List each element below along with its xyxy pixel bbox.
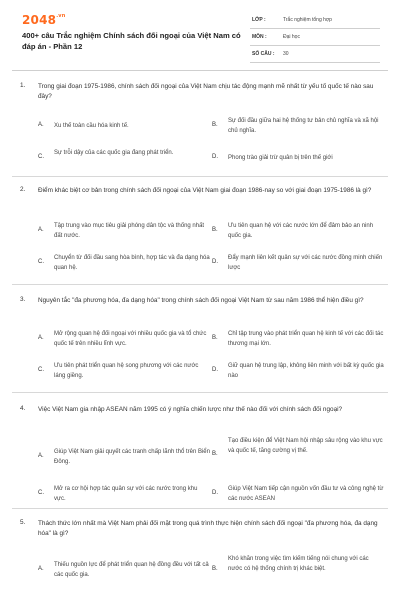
option-letter: B.: [212, 335, 218, 341]
question-number: 2.: [20, 186, 26, 193]
meta-label: MÔN :: [252, 34, 267, 40]
meta-value: 30: [283, 51, 289, 57]
question-divider: [12, 284, 388, 285]
question-text: Thách thức lớn nhất mà Việt Nam phải đối mặt trong quá trình thực hiện chính sách đối ngoại "đa phương hóa, đa dạng hóa" là gì?: [38, 520, 378, 537]
question-divider: [12, 392, 388, 393]
option-letter: D.: [212, 367, 218, 373]
option-text: Tập trung vào mục tiêu giải phóng dân tộc và thống nhất đất nước.: [54, 223, 205, 239]
meta-row-count: [250, 48, 380, 63]
logo-main: 2048: [22, 13, 57, 27]
option-letter: B.: [212, 451, 218, 457]
option-text: Mở ra cơ hội hợp tác quân sự với các nước trong khu vực.: [54, 486, 198, 502]
question-number: 1.: [20, 82, 26, 89]
meta-label: LỚP :: [252, 17, 266, 23]
logo-domain: .vn: [56, 13, 66, 19]
option-text: Giữ quan hệ trung lập, không liên minh với bất kỳ quốc gia nào: [228, 363, 384, 379]
site-logo[interactable]: [22, 13, 66, 27]
question-text: Nguyên tắc "đa phương hóa, đa dạng hóa" trong chính sách đối ngoại Việt Nam từ sau năm 1986 thể hiện điều gì?: [38, 297, 364, 304]
option-letter: A.: [38, 122, 44, 128]
option-text: Tạo điều kiện để Việt Nam hội nhập sâu rộng vào khu vực và quốc tế, tăng cường vị thế.: [228, 438, 383, 454]
option-letter: D.: [212, 490, 218, 496]
option-text: Khó khăn trong việc tìm kiếm tiếng nói chung với các nước có hệ thống chính trị khác biệt.: [228, 556, 369, 572]
option-text: Thiếu nguồn lực để phát triển quan hệ đồng đều với tất cả các quốc gia.: [54, 562, 209, 578]
option-letter: C.: [38, 367, 44, 373]
option-letter: A.: [38, 335, 44, 341]
question-divider: [12, 508, 388, 509]
option-text: Giúp Việt Nam giải quyết các tranh chấp lãnh thổ trên Biển Đông.: [54, 449, 210, 465]
option-letter: A.: [38, 566, 44, 572]
meta-row-subject: [250, 31, 380, 46]
option-letter: C.: [38, 154, 44, 160]
option-letter: A.: [38, 453, 44, 459]
meta-value: Trắc nghiệm tổng hợp: [283, 17, 332, 23]
option-letter: B.: [212, 227, 218, 233]
question-number: 5.: [20, 519, 26, 526]
header-divider: [12, 70, 388, 71]
option-text: Ưu tiên phát triển quan hệ song phương với các nước láng giềng.: [54, 363, 199, 379]
question-number: 4.: [20, 405, 26, 412]
option-text: Chỉ tập trung vào phát triển quan hệ kinh tế với các đối tác thương mại lớn.: [228, 331, 384, 347]
option-letter: D.: [212, 259, 218, 265]
meta-value: Đại học: [283, 34, 300, 40]
document-meta: [250, 14, 380, 65]
option-text: Xu thế toàn cầu hóa kinh tế.: [54, 123, 129, 129]
option-letter: C.: [38, 259, 44, 265]
option-text: Sự đối đầu giữa hai hệ thống tư bản chủ nghĩa và xã hội chủ nghĩa.: [228, 118, 379, 134]
option-text: Chuyển từ đối đầu sang hòa bình, hợp tác và đa dạng hóa quan hệ.: [54, 255, 210, 271]
question-text: Việc Việt Nam gia nhập ASEAN năm 1995 có ý nghĩa chiến lược như thế nào đối với chính sách đối ngoại?: [38, 406, 343, 413]
option-letter: B.: [212, 566, 218, 572]
option-text: Phong trào giải trừ quân bị trên thế giới: [228, 155, 333, 161]
option-letter: C.: [38, 490, 44, 496]
option-letter: D.: [212, 154, 218, 160]
option-letter: A.: [38, 227, 44, 233]
question-number: 3.: [20, 296, 26, 303]
option-text: Mở rộng quan hệ đối ngoại với nhiều quốc gia và tổ chức quốc tế trên nhiều lĩnh vực.: [54, 331, 207, 347]
option-text: Ưu tiên quan hệ với các nước lớn để đảm bảo an ninh quốc gia.: [228, 223, 374, 239]
page-header: [0, 0, 400, 64]
meta-row-class: [250, 14, 380, 29]
option-text: Sự trỗi dậy của các quốc gia đang phát triển.: [54, 150, 174, 156]
document-title: 400+ câu Trắc nghiệm Chính sách đối ngoại của Việt Nam có đáp án - Phần 12: [22, 31, 241, 51]
option-letter: B.: [212, 122, 218, 128]
option-text: Đẩy mạnh liên kết quân sự với các nước đồng minh chiến lược: [228, 255, 383, 271]
question-text: Điểm khác biệt cơ bản trong chính sách đối ngoại của Việt Nam giai đoạn 1986-nay so với giai đoạn 1975-1986 là gì?: [38, 187, 372, 194]
question-divider: [12, 176, 388, 177]
question-text: Trong giai đoạn 1975-1986, chính sách đối ngoại của Việt Nam chịu tác động mạnh mẽ nhất từ yếu tố quốc tế nào sau đây?: [38, 83, 374, 100]
meta-label: SỐ CÂU :: [252, 51, 275, 57]
option-text: Giúp Việt Nam tiếp cận nguồn vốn đầu tư và công nghệ từ các nước ASEAN: [228, 486, 384, 502]
